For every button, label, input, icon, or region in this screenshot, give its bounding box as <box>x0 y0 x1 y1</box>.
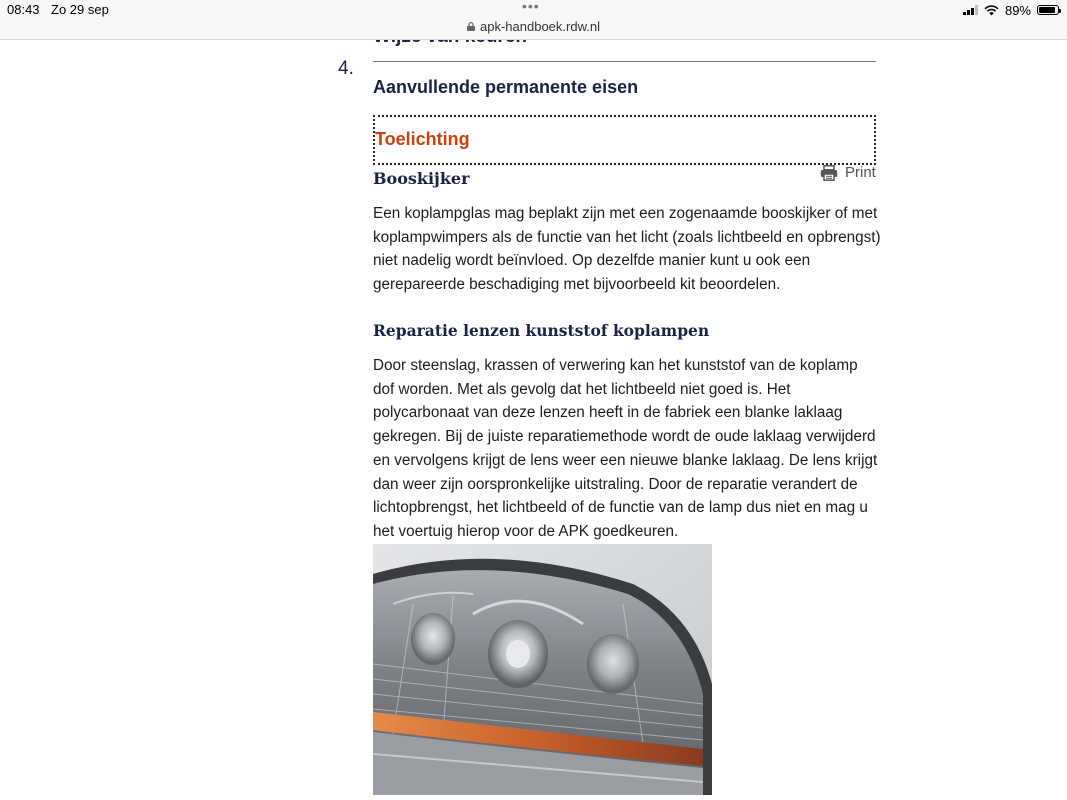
lock-icon <box>467 22 475 31</box>
reparatie-paragraph: Door steenslag, krassen of verwering kan het kunststof van de koplamp dof worden. Met als gevolg dat het lichtbeeld niet goed is. Het polycarbonaat van deze lenzen heeft in de fabriek een blanke laklaag gekregen. Bij de juiste reparatiemethode wordt de oude laklaag verwijderd en vervolgens krijgt de lens weer een nieuwe blanke laklaag. De lens krijgt dan weer zijn oorspronkelijke uitstraling. Door de reparatie verandert de lichtopbrengst, het lichtbeeld of de functie van de lamp dus niet en mag u het voertuig hierop voor de APK goedkeuren. <box>373 357 878 540</box>
status-indicators <box>963 2 1059 18</box>
signal-icon <box>963 5 978 15</box>
battery-percentage: 89% <box>1004 2 1031 18</box>
wifi-icon <box>984 5 999 16</box>
status-time: 08:43 <box>7 2 40 17</box>
toelichting-label: Toelichting <box>375 129 470 149</box>
address-bar[interactable] <box>0 19 1067 34</box>
print-label: Print <box>845 164 876 181</box>
section-heading: Aanvullende permanente eisen <box>373 77 639 97</box>
toelichting-toggle[interactable] <box>373 115 876 165</box>
booskijker-heading: Booskijker <box>373 169 470 188</box>
item-number: 4. <box>338 58 354 79</box>
printer-icon <box>820 165 838 181</box>
reparatie-heading: Reparatie lenzen kunststof koplampen <box>373 321 710 340</box>
address-url: apk-handboek.rdw.nl <box>480 19 600 34</box>
status-date: Zo 29 sep <box>51 2 109 17</box>
print-button[interactable] <box>820 164 876 181</box>
divider <box>373 61 876 62</box>
status-bar <box>0 0 1067 40</box>
headlamp-photo <box>373 544 712 795</box>
multitasking-dots-icon[interactable]: ••• <box>522 0 540 14</box>
battery-icon <box>1037 5 1059 15</box>
booskijker-paragraph: Een koplampglas mag beplakt zijn met een zogenaamde booskijker of met koplampwimpers als de functie van het licht (zoals lichtbeeld en opbrengst) niet nadelig wordt beïnvloed. Op dezelfde manier kunt u ook een gerepareerde beschadiging met bijvoorbeeld kit beoordelen. <box>373 205 881 294</box>
